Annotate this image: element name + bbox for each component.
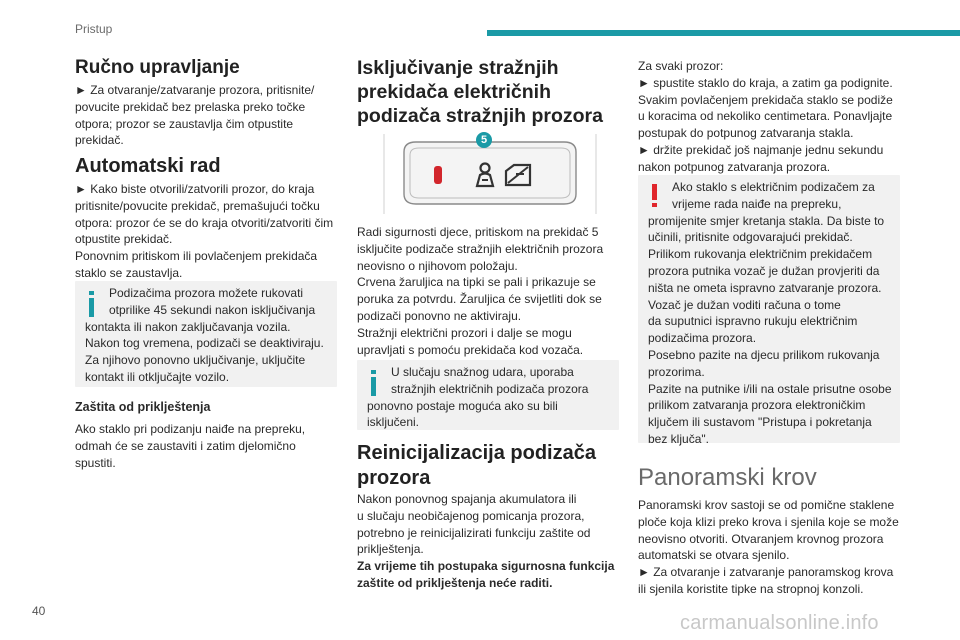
warn-line: Ako staklo s električnim podizačem za — [672, 180, 875, 194]
watermark: carmanualsonline.info — [680, 612, 879, 634]
heading-manual: Ručno upravljanje — [75, 57, 240, 78]
callout-badge: 5 — [476, 132, 492, 148]
warn-line: prozora putnika vozač je dužan provjeriti da — [648, 263, 880, 278]
text-line: odmah će se zaustaviti i zatim djelomično — [75, 438, 296, 453]
text-line-bold: Za vrijeme tih postupaka sigurnosna funkcija — [357, 559, 615, 574]
text-line: Nakon ponovnog spajanja akumulatora ili — [357, 492, 577, 506]
heading-pinch: Zaštita od priklještenja — [75, 400, 211, 414]
disable-text — [357, 224, 625, 358]
text-line: Za svaki prozor: — [638, 59, 724, 73]
heading-line: Reinicijalizacija podizača — [357, 442, 596, 464]
warn-line: Pazite na putnike i/ili na ostale prisutne osobe — [648, 381, 892, 396]
heading-roof: Panoramski krov — [638, 464, 817, 491]
heading-line: prekidača električnih — [357, 81, 552, 103]
window-steps-text — [638, 58, 908, 176]
warn-line: prilikom zatvaranja prozora elektroničkim — [648, 398, 866, 413]
text-line: poruka za potvrdu. Žaruljica će svijetliti dok se — [357, 292, 602, 307]
header-accent-bar — [487, 30, 960, 36]
text-line: Stražnji električni prozori i dalje se mogu — [357, 325, 572, 340]
note-line: U slučaju snažnog udara, uporaba — [391, 365, 574, 379]
text-line: ► Za otvaranje i zatvaranje panoramskog krova — [638, 565, 894, 580]
info-note-box — [75, 281, 337, 387]
reinit-text — [357, 491, 625, 592]
text-line: priklještenja. — [357, 542, 424, 557]
warn-line: podizačima prozora. — [648, 331, 757, 346]
warning-note-box — [638, 175, 900, 446]
note-line: Podizačima prozora možete rukovati — [109, 286, 304, 300]
warn-line: učinili, pritisnite odgovarajući prekidač. — [648, 230, 853, 245]
warn-line: prozorima. — [648, 364, 705, 379]
text-line: otpustite prekidač. — [75, 232, 173, 247]
note-line: stražnjih električnih podizača prozora — [391, 381, 589, 396]
warn-line: Prilikom rukovanja električnim prekidačem — [648, 247, 873, 262]
text-line: ► Za otvaranje/zatvaranje prozora, pritisnite/ — [75, 83, 315, 97]
text-line: otpora; prozor se zaustavlja čim otpustite — [75, 116, 294, 131]
heading-line: prozora — [357, 467, 431, 489]
warn-line: ništa ne ometa ispravno zatvaranje prozora. — [648, 280, 882, 295]
note-line: ponovno postaje moguća ako su bili — [367, 398, 558, 413]
note-line: kontakt ili otključajte vozilo. — [85, 369, 230, 384]
heading-line: podizača stražnjih prozora — [357, 105, 603, 127]
text-line: u slučaju neobičajenog pomicanja prozora, — [357, 508, 585, 523]
text-line-bold: zaštite od priklještenja neće raditi. — [357, 575, 553, 590]
auto-text — [75, 181, 345, 282]
roof-text — [638, 497, 910, 598]
pinch-text — [75, 421, 345, 471]
note-line: isključeni. — [367, 415, 420, 430]
red-indicator-light — [434, 166, 442, 184]
text-line: prekidač. — [75, 133, 124, 148]
warn-line: ključem ili sustavom "Pristupa i pokretanja — [648, 415, 872, 430]
heading-auto: Automatski rad — [75, 155, 221, 177]
text-line: ploče koja klizi preko krova i sjenila koje se može — [638, 514, 899, 529]
text-line: spustiti. — [75, 455, 116, 470]
text-line: ili sjenila koristite tipke na stropnoj konzoli. — [638, 581, 864, 596]
heading-line: Isključivanje stražnjih — [357, 57, 559, 79]
text-line: Ponovnim pritiskom ili povlačenjem prekidača — [75, 249, 318, 264]
heading-reinit — [357, 441, 625, 491]
text-line: upravljati s pomoću prekidača kod vozača. — [357, 342, 584, 357]
text-line: nakon potpunog zatvaranja prozora. — [638, 159, 831, 174]
child-lock-icon — [472, 162, 498, 188]
text-line: staklo se zaustavlja. — [75, 265, 183, 280]
warn-line: vrijeme rada naiđe na prepreku, — [672, 196, 842, 211]
text-line: isključite podizače stražnjih električnih prozora — [357, 241, 604, 256]
text-line: ► spustite staklo do kraja, a zatim ga podignite. — [638, 75, 893, 90]
text-line: povucite prekidač bez prelaska preko točke — [75, 99, 306, 114]
warn-line: Vozač je dužan voditi računa o tome — [648, 297, 841, 312]
warn-line: promijenite smjer kretanja stakla. Da biste to — [648, 213, 885, 228]
warn-line: bez ključa". — [648, 431, 709, 446]
text-line: neovisno otvoriti. Otvaranjem krovnog prozora — [638, 531, 884, 546]
note-line: Za njihovo ponovno uključivanje, uključite — [85, 353, 306, 368]
warn-line: da suputnici ispravno rukuju električnim — [648, 314, 858, 329]
text-line: Svakim povlačenjem prekidača staklo se podiže — [638, 92, 893, 107]
warn-line: Posebno pazite na djecu prilikom rukovanja — [648, 347, 880, 362]
text-line: ► Kako biste otvorili/zatvorili prozor, do kraja — [75, 182, 315, 196]
text-line: u koracima od nekoliko centimetara. Ponavljajte — [638, 109, 893, 124]
note-line: Nakon tog vremena, podizači se deaktiviraju. — [85, 336, 324, 351]
text-line: otpora: prozor će se do kraja otvoriti/zatvoriti čim — [75, 215, 334, 230]
text-line: neovisno o njihovom položaju. — [357, 258, 518, 273]
info-note-box-2 — [357, 360, 619, 430]
text-line: Panoramski krov sastoji se od pomične staklene — [638, 498, 895, 512]
text-line: pritisnite/povucite prekidač, premašujući točku — [75, 198, 320, 213]
window-lock-icon — [504, 163, 532, 187]
heading-disable — [357, 56, 619, 128]
text-line: Radi sigurnosti djece, pritiskom na prekidač 5 — [357, 225, 599, 239]
manual-text — [75, 82, 345, 149]
text-line: podizači ponovno ne aktiviraju. — [357, 308, 522, 323]
note-line: kontakta ili nakon zaključavanja vozila. — [85, 319, 291, 334]
note-line: otprilike 45 sekundi nakon isključivanja — [109, 302, 316, 317]
text-line: ► držite prekidač još najmanje jednu sekundu — [638, 142, 884, 157]
section-header: Pristup — [75, 22, 113, 36]
text-line: Crvena žaruljica na tipki se pali i prikazuje se — [357, 275, 596, 290]
text-line: potrebno je reinicijalizirati funkciju zaštite od — [357, 525, 591, 540]
page-number: 40 — [32, 604, 46, 618]
text-line: postupak do potpunog zatvaranja stakla. — [638, 126, 854, 141]
text-line: automatski se otvara sjenilo. — [638, 548, 790, 563]
text-line: Ako staklo pri podizanju naiđe na prepreku, — [75, 422, 306, 436]
